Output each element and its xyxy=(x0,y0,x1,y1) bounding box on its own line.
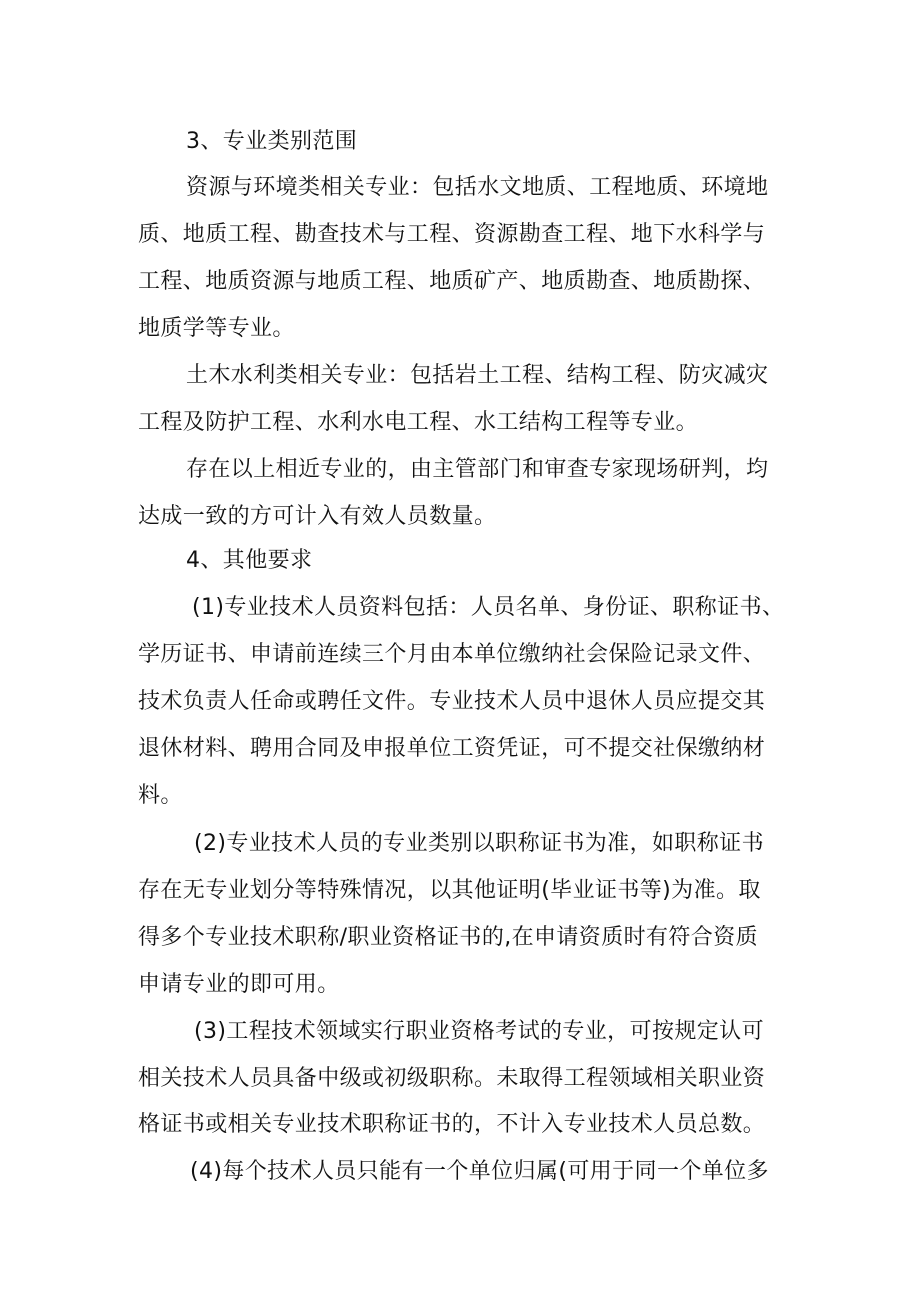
list-item-line: 申请专业的即可用。 xyxy=(138,972,340,997)
list-item-line: (3)工程技术领域实行职业资格考试的专业，可按规定认可 xyxy=(194,1019,764,1044)
paragraph-line: 工程及防护工程、水利水电工程、水工结构工程等专业。 xyxy=(138,410,699,435)
list-item-line: 得多个专业技术职称/职业资格证书的,在申请资质时有符合资质 xyxy=(138,925,759,950)
paragraph-line: 质、地质工程、勘查技术与工程、资源勘查工程、地下水科学与 xyxy=(138,222,766,247)
section-heading-3: 3、专业类别范围 xyxy=(186,129,358,154)
paragraph-line: 土木水利类相关专业：包括岩土工程、结构工程、防灾减灾 xyxy=(186,363,769,388)
paragraph-line: 存在以上相近专业的，由主管部门和审查专家现场研判，均 xyxy=(186,457,769,482)
list-item-line: 技术负责人任命或聘任文件。专业技术人员中退休人员应提交其 xyxy=(138,689,766,714)
list-item-line: 相关技术人员具备中级或初级职称。未取得工程领域相关职业资 xyxy=(138,1066,766,1091)
list-item-line: 存在无专业划分等特殊情况，以其他证明(毕业证书等)为准。取 xyxy=(138,878,761,903)
section-heading-4: 4、其他要求 xyxy=(186,548,313,573)
paragraph-line: 资源与环境类相关专业：包括水文地质、工程地质、环境地 xyxy=(186,175,769,200)
paragraph-line: 工程、地质资源与地质工程、地质矿产、地质勘查、地质勘探、 xyxy=(138,269,766,294)
list-item-line: 料。 xyxy=(138,783,183,808)
list-item-line: (4)每个技术人员只能有一个单位归属(可用于同一个单位多 xyxy=(190,1159,769,1184)
list-item-line: (2)专业技术人员的专业类别以职称证书为准，如职称证书 xyxy=(194,831,764,856)
list-item-line: 学历证书、申请前连续三个月由本单位缴纳社会保险记录文件、 xyxy=(138,642,766,667)
paragraph-line: 达成一致的方可计入有效人员数量。 xyxy=(138,504,497,529)
paragraph-line: 地质学等专业。 xyxy=(138,316,295,341)
list-item-line: (1)专业技术人员资料包括：人员名单、身份证、职称证书、 xyxy=(192,595,785,620)
list-item-line: 格证书或相关专业技术职称证书的，不计入专业技术人员总数。 xyxy=(138,1112,766,1137)
list-item-line: 退休材料、聘用合同及申报单位工资凭证，可不提交社保缴纳材 xyxy=(138,736,766,761)
